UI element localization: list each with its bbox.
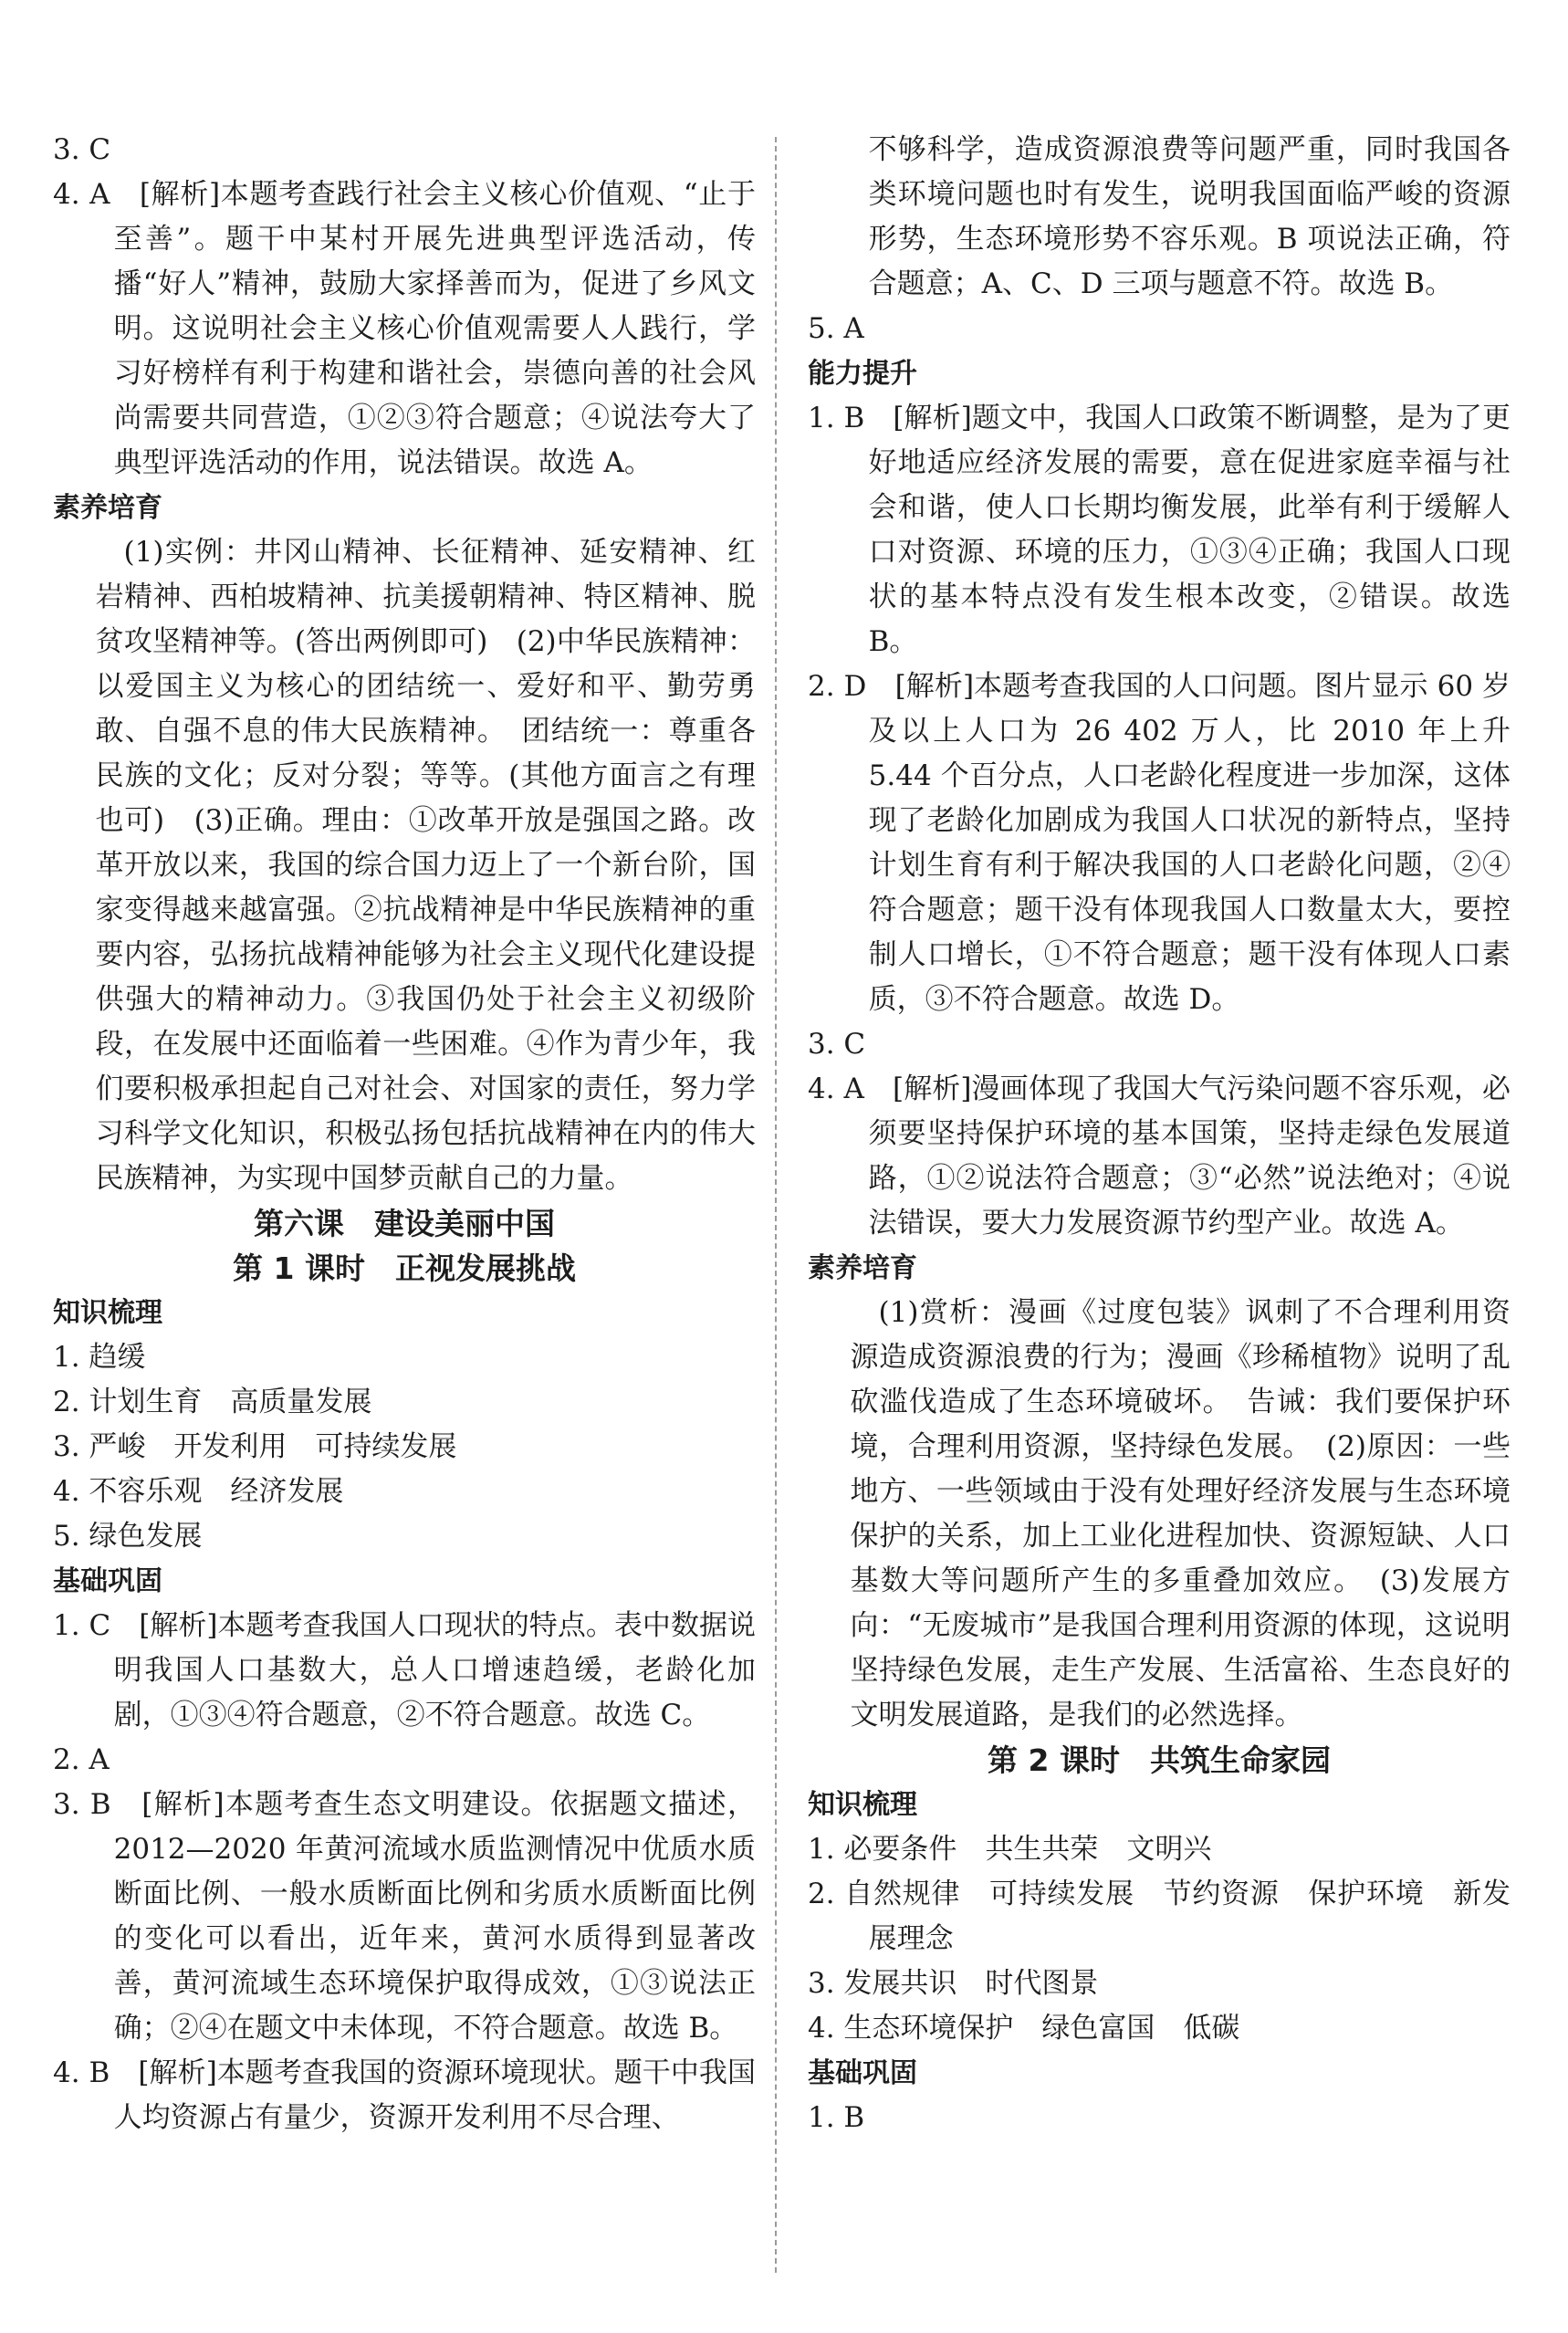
answer-item: 2. A <box>53 1743 110 1776</box>
answer-item: 1. B [解析]题文中，我国人口政策不断调整，是为了更好地适应经济发展的需要，意在促进家庭幸福与社会和谐，使人口长期均衡发展，此举有利于缓解人口对资源、环境的压力，①③④正确；我国人口现状的基本特点没有发生根本改变，②错误。故选 B。 <box>808 402 1511 658</box>
answer-item: 5. A <box>808 312 864 345</box>
section-heading-jichu: 基础巩固 <box>53 1565 162 1597</box>
answer-item: 2. D [解析]本题考查我国的人口问题。图片显示 60 岁及以上人口为 26 402 万人，比 2010 年上升 5.44 个百分点，人口老龄化程度进一步加深，这体现了老龄化加剧成为我国人口状况的新特点，坚持计划生育有利于解决我国的人口老龄化问题，②④符合题意；题干没有体现我国人口数量太大，要控制人口增长，①不符合题意；题干没有体现人口素质，③不符合题意。故选 D。 <box>808 670 1511 1016</box>
section-heading-suyang: 素养培育 <box>53 492 162 524</box>
section-heading-jichu: 基础巩固 <box>808 2057 917 2089</box>
answer-item: 3. C <box>53 133 111 166</box>
section-heading-zhishi: 知识梳理 <box>53 1297 162 1329</box>
answer-item: 3. 严峻 开发利用 可持续发展 <box>53 1430 457 1463</box>
lesson-subtitle: 第 1 课时 正视发展挑战 <box>233 1250 576 1286</box>
answer-item: 2. 自然规律 可持续发展 节约资源 保护环境 新发展理念 <box>808 1878 1511 1955</box>
answer-item: 1. 必要条件 共生共荣 文明兴 <box>808 1833 1212 1866</box>
answer-item: 1. B <box>808 2101 865 2134</box>
lesson-subtitle: 第 2 课时 共筑生命家园 <box>988 1742 1331 1778</box>
answer-item: 3. C <box>808 1028 866 1061</box>
answer-item: 1. C [解析]本题考查我国人口现状的特点。表中数据说明我国人口基数大，总人口增速趋缓，老龄化加剧，①③④符合题意，②不符合题意。故选 C。 <box>53 1609 756 1731</box>
answer-item: 4. A [解析]漫画体现了我国大气污染问题不容乐观，必须要坚持保护环境的基本国策，坚持走绿色发展道路，①②说法符合题意；③“必然”说法绝对；④说法错误，要大力发展资源节约型产业。故选 A。 <box>808 1072 1511 1240</box>
section-heading-zhishi: 知识梳理 <box>808 1789 917 1821</box>
answer-item: 3. B [解析]本题考查生态文明建设。依据题文描述，2012—2020 年黄河流域水质监测情况中优质水质断面比例、一般水质断面比例和劣质水质断面比例的变化可以看出，近年来，黄河水质得到显著改善，黄河流域生态环境保护取得成效，①③说法正确；②④在题文中未体现，不符合题意。故选 B。 <box>53 1788 756 2045</box>
answer-item: 2. 计划生育 高质量发展 <box>53 1386 372 1418</box>
answer-item: 4. A [解析]本题考查践行社会主义核心价值观、“止于至善”。题干中某村开展先进典型评选活动，传播“好人”精神，鼓励大家择善而为，促进了乡风文明。这说明社会主义核心价值观需要人人践行，学习好榜样有利于构建和谐社会，崇德向善的社会风尚需要共同营造，①②③符合题意；④说法夸大了典型评选活动的作用，说法错误。故选 A。 <box>53 178 756 479</box>
answer-item: 5. 绿色发展 <box>53 1520 203 1553</box>
answer-item: 4. 生态环境保护 绿色富国 低碳 <box>808 2012 1240 2045</box>
lesson-title: 第六课 建设美丽中国 <box>254 1206 555 1241</box>
section-heading-nengli: 能力提升 <box>808 358 917 390</box>
answer-item: 3. 发展共识 时代图景 <box>808 1967 1099 2000</box>
suyang-answer: (1)实例：井冈山精神、长征精神、延安精神、红岩精神、西柏坡精神、抗美援朝精神、特区精神、脱贫攻坚精神等。(答出两例即可) (2)中华民族精神：以爱国主义为核心的团结统一、爱好和平、勤劳勇敢、自强不息的伟大民族精神。 团结统一：尊重各民族的文化；反对分裂；等等。(其他方面言之有理也可) (3)正确。理由：①改革开放是强国之路。改革开放以来，我国的综合国力迈上了一个新台阶，国家变得越来越富强。②抗战精神是中华民族精神的重要内容，弘扬抗战精神能够为社会主义现代化建设提供强大的精神动力。③我国仍处于社会主义初级阶段，在发展中还面临着一些困难。④作为青少年，我们要积极承担起自己对社会、对国家的责任，努力学习科学文化知识，积极弘扬包括抗战精神在内的伟大民族精神，为实现中国梦贡献自己的力量。 <box>95 536 756 1195</box>
section-heading-suyang: 素养培育 <box>808 1252 917 1284</box>
answer-item: 4. 不容乐观 经济发展 <box>53 1475 344 1508</box>
left-column <box>53 128 756 2140</box>
column-divider <box>775 137 777 2273</box>
answer-continuation: 不够科学，造成资源浪费等问题严重，同时我国各类环境问题也时有发生，说明我国面临严峻的资源形势，生态环境形势不容乐观。B 项说法正确，符合题意；A、C、D 三项与题意不符。故选 B。 <box>868 133 1511 300</box>
right-column <box>808 128 1511 2140</box>
suyang-answer: (1)赏析：漫画《过度包装》讽刺了不合理利用资源造成资源浪费的行为；漫画《珍稀植物》说明了乱砍滥伐造成了生态环境破坏。 告诫：我们要保护环境，合理利用资源，坚持绿色发展。 (2)原因：一些地方、一些领域由于没有处理好经济发展与生态环境保护的关系，加上工业化进程加快、资源短缺、人口基数大等问题所产生的多重叠加效应。 (3)发展方向：“无废城市”是我国合理利用资源的体现，这说明坚持绿色发展，走生产发展、生活富裕、生态良好的文明发展道路，是我们的必然选择。 <box>850 1296 1511 1731</box>
answer-item: 1. 趋缓 <box>53 1341 146 1374</box>
answer-item: 4. B [解析]本题考查我国的资源环境现状。题干中我国人均资源占有量少，资源开发利用不尽合理、 <box>53 2056 756 2134</box>
